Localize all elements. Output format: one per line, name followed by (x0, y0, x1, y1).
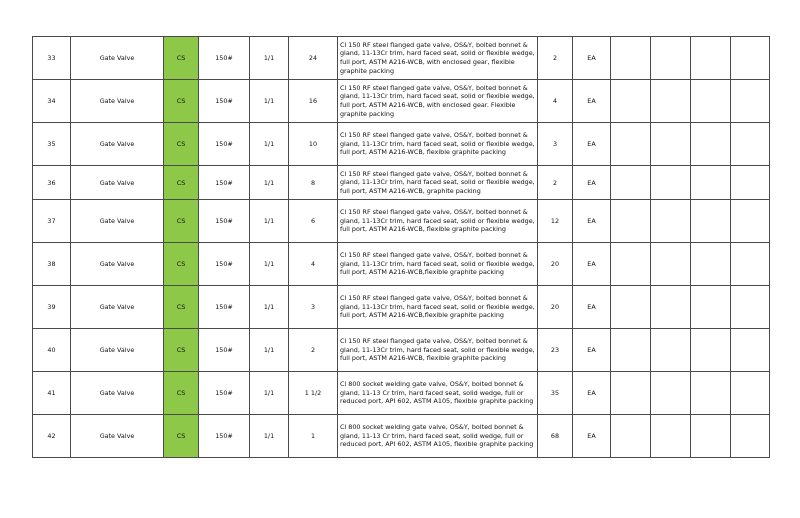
material-cell: CS (164, 372, 199, 415)
quantity-cell: 2 (538, 37, 573, 80)
material-cell: CS (164, 243, 199, 286)
blank-cell (691, 243, 731, 286)
table-row (33, 80, 770, 123)
unit-cell: EA (573, 329, 611, 372)
item-name-cell: Gate Valve (71, 166, 164, 200)
blank-cell (691, 123, 731, 166)
blank-cell (611, 200, 651, 243)
blank-cell (691, 37, 731, 80)
description-cell: Cl 150 RF steel flanged gate valve, OS&Y, bolted bonnet & gland, 11-13Cr trim, hard faced seat, solid or flexible wedge, full port, ASTM A216-WCB, graphite packing (338, 166, 538, 200)
item-name-cell: Gate Valve (71, 286, 164, 329)
material-cell: CS (164, 415, 199, 458)
description-cell: Cl 800 socket welding gate valve, OS&Y, bolted bonnet & gland, 11-13 Cr trim, hard faced seat, solid wedge, full or reduced port, API 602, ASTM A105, flexible graphite packing (338, 372, 538, 415)
table-row (33, 200, 770, 243)
size-cell: 1 1/2 (289, 372, 338, 415)
item-name-cell: Gate Valve (71, 415, 164, 458)
blank-cell (731, 200, 770, 243)
description-cell: Cl 150 RF steel flanged gate valve, OS&Y, bolted bonnet & gland, 11-13Cr trim, hard faced seat, solid or flexible wedge, full port, ASTM A216-WCB, flexible graphite packing (338, 200, 538, 243)
ratio-cell: 1/1 (250, 329, 289, 372)
quantity-cell: 20 (538, 286, 573, 329)
table-body (33, 37, 770, 458)
description-cell: Cl 150 RF steel flanged gate valve, OS&Y, bolted bonnet & gland, 11-13Cr trim, hard faced seat, solid or flexible wedge, full port, ASTM A216-WCB, with enclosed gear, flexible graphite packing (338, 37, 538, 80)
item-number-cell: 40 (33, 329, 71, 372)
table-row (33, 415, 770, 458)
blank-cell (611, 286, 651, 329)
ratio-cell: 1/1 (250, 123, 289, 166)
item-number-cell: 33 (33, 37, 71, 80)
table-row (33, 329, 770, 372)
blank-cell (651, 286, 691, 329)
item-number-cell: 34 (33, 80, 71, 123)
unit-cell: EA (573, 372, 611, 415)
quantity-cell: 23 (538, 329, 573, 372)
blank-cell (731, 80, 770, 123)
rating-cell: 150# (199, 200, 250, 243)
item-name-cell: Gate Valve (71, 80, 164, 123)
blank-cell (651, 415, 691, 458)
blank-cell (611, 243, 651, 286)
blank-cell (651, 372, 691, 415)
blank-cell (611, 166, 651, 200)
unit-cell: EA (573, 123, 611, 166)
description-cell: Cl 150 RF steel flanged gate valve, OS&Y, bolted bonnet & gland, 11-13Cr trim, hard faced seat, solid or flexible wedge, full port, ASTM A216-WCB, flexible graphite packing (338, 123, 538, 166)
blank-cell (731, 286, 770, 329)
blank-cell (651, 166, 691, 200)
unit-cell: EA (573, 37, 611, 80)
table-row (33, 123, 770, 166)
unit-cell: EA (573, 415, 611, 458)
blank-cell (611, 415, 651, 458)
blank-cell (691, 200, 731, 243)
rating-cell: 150# (199, 80, 250, 123)
quantity-cell: 35 (538, 372, 573, 415)
rating-cell: 150# (199, 286, 250, 329)
blank-cell (731, 37, 770, 80)
quantity-cell: 4 (538, 80, 573, 123)
blank-cell (651, 329, 691, 372)
item-number-cell: 41 (33, 372, 71, 415)
blank-cell (731, 243, 770, 286)
size-cell: 10 (289, 123, 338, 166)
rating-cell: 150# (199, 329, 250, 372)
quantity-cell: 12 (538, 200, 573, 243)
blank-cell (611, 329, 651, 372)
material-cell: CS (164, 200, 199, 243)
description-cell: Cl 150 RF steel flanged gate valve, OS&Y, bolted bonnet & gland, 11-13Cr trim, hard faced seat, solid or flexible wedge, full port, ASTM A216-WCB,flexible graphite packing (338, 286, 538, 329)
valve-schedule-table (32, 36, 770, 458)
description-cell: Cl 800 socket welding gate valve, OS&Y, bolted bonnet & gland, 11-13 Cr trim, hard faced seat, solid wedge, full or reduced port, API 602, ASTM A105, flexible graphite packing (338, 415, 538, 458)
ratio-cell: 1/1 (250, 166, 289, 200)
unit-cell: EA (573, 166, 611, 200)
table-row (33, 372, 770, 415)
item-number-cell: 38 (33, 243, 71, 286)
unit-cell: EA (573, 200, 611, 243)
blank-cell (651, 243, 691, 286)
size-cell: 3 (289, 286, 338, 329)
blank-cell (651, 200, 691, 243)
item-name-cell: Gate Valve (71, 372, 164, 415)
table-row (33, 243, 770, 286)
quantity-cell: 20 (538, 243, 573, 286)
material-cell: CS (164, 37, 199, 80)
item-name-cell: Gate Valve (71, 200, 164, 243)
blank-cell (611, 80, 651, 123)
rating-cell: 150# (199, 123, 250, 166)
item-name-cell: Gate Valve (71, 37, 164, 80)
size-cell: 6 (289, 200, 338, 243)
blank-cell (731, 166, 770, 200)
quantity-cell: 68 (538, 415, 573, 458)
table-row (33, 37, 770, 80)
rating-cell: 150# (199, 37, 250, 80)
blank-cell (691, 166, 731, 200)
item-name-cell: Gate Valve (71, 329, 164, 372)
ratio-cell: 1/1 (250, 286, 289, 329)
item-number-cell: 37 (33, 200, 71, 243)
item-number-cell: 42 (33, 415, 71, 458)
blank-cell (651, 37, 691, 80)
blank-cell (691, 80, 731, 123)
blank-cell (731, 415, 770, 458)
blank-cell (731, 123, 770, 166)
description-cell: Cl 150 RF steel flanged gate valve, OS&Y, bolted bonnet & gland, 11-13Cr trim, hard faced seat, solid or flexible wedge, full port, ASTM A216-WCB, with enclosed gear. Flexible graphite packing (338, 80, 538, 123)
ratio-cell: 1/1 (250, 80, 289, 123)
blank-cell (611, 372, 651, 415)
item-number-cell: 39 (33, 286, 71, 329)
blank-cell (691, 415, 731, 458)
quantity-cell: 2 (538, 166, 573, 200)
material-cell: CS (164, 286, 199, 329)
blank-cell (731, 372, 770, 415)
blank-cell (611, 123, 651, 166)
size-cell: 4 (289, 243, 338, 286)
rating-cell: 150# (199, 372, 250, 415)
ratio-cell: 1/1 (250, 415, 289, 458)
size-cell: 2 (289, 329, 338, 372)
item-name-cell: Gate Valve (71, 243, 164, 286)
blank-cell (731, 329, 770, 372)
size-cell: 1 (289, 415, 338, 458)
material-cell: CS (164, 123, 199, 166)
blank-cell (611, 37, 651, 80)
unit-cell: EA (573, 80, 611, 123)
rating-cell: 150# (199, 243, 250, 286)
rating-cell: 150# (199, 166, 250, 200)
size-cell: 8 (289, 166, 338, 200)
blank-cell (651, 123, 691, 166)
ratio-cell: 1/1 (250, 243, 289, 286)
blank-cell (691, 329, 731, 372)
rating-cell: 150# (199, 415, 250, 458)
table-row (33, 286, 770, 329)
ratio-cell: 1/1 (250, 200, 289, 243)
blank-cell (691, 286, 731, 329)
item-number-cell: 36 (33, 166, 71, 200)
description-cell: Cl 150 RF steel flanged gate valve, OS&Y, bolted bonnet & gland, 11-13Cr trim, hard faced seat, solid or flexible wedge, full port, ASTM A216-WCB,flexible graphite packing (338, 243, 538, 286)
quantity-cell: 3 (538, 123, 573, 166)
size-cell: 16 (289, 80, 338, 123)
description-cell: Cl 150 RF steel flanged gate valve, OS&Y, bolted bonnet & gland, 11-13Cr trim, hard faced seat, solid or flexible wedge, full port, ASTM A216-WCB, flexible graphite packing (338, 329, 538, 372)
material-cell: CS (164, 329, 199, 372)
ratio-cell: 1/1 (250, 372, 289, 415)
material-cell: CS (164, 80, 199, 123)
material-cell: CS (164, 166, 199, 200)
table-row (33, 166, 770, 200)
unit-cell: EA (573, 243, 611, 286)
size-cell: 24 (289, 37, 338, 80)
item-name-cell: Gate Valve (71, 123, 164, 166)
ratio-cell: 1/1 (250, 37, 289, 80)
blank-cell (691, 372, 731, 415)
blank-cell (651, 80, 691, 123)
item-number-cell: 35 (33, 123, 71, 166)
unit-cell: EA (573, 286, 611, 329)
